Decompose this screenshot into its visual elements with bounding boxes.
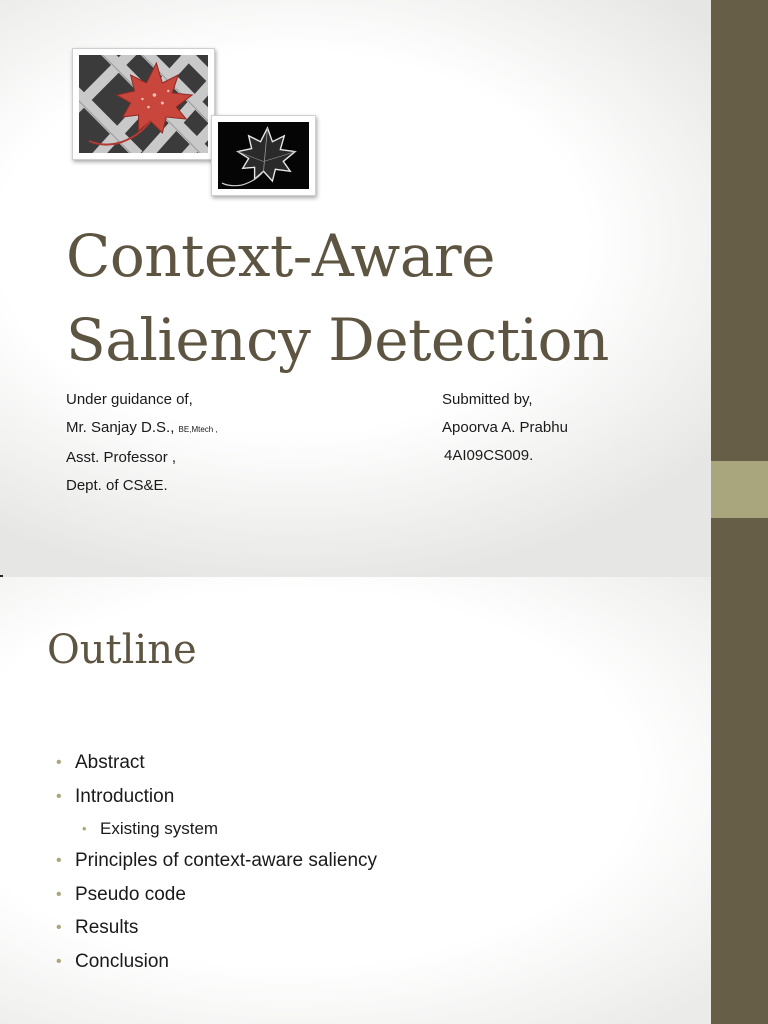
bullet-icon: • (56, 852, 62, 869)
list-item-text: Pseudo code (75, 883, 186, 905)
guide-qualification: BE,Mtech (178, 425, 214, 434)
guide-name: Mr. Sanjay D.S., (66, 419, 179, 436)
slide-side-bar-accent (711, 461, 768, 518)
maple-leaf-on-lattice-photo (72, 48, 215, 160)
slide-side-bar (711, 0, 768, 577)
guidance-heading: Under guidance of, (66, 391, 193, 408)
list-item-text: Principles of context-aware saliency (75, 850, 378, 871)
student-name: Apoorva A. Prabhu (442, 419, 568, 436)
bullet-icon: • (56, 919, 62, 936)
bullet-icon: • (56, 885, 62, 903)
student-usn: 4AI09CS009. (444, 447, 534, 464)
outline-bullet-list (52, 746, 377, 978)
submitted-heading: Submitted by, (442, 391, 533, 408)
saliency-map-image (218, 122, 309, 189)
list-item (52, 911, 377, 945)
list-item (52, 878, 377, 912)
list-item-text: Conclusion (75, 950, 169, 972)
list-item-text: Results (75, 917, 139, 938)
list-item-text: Abstract (75, 752, 145, 773)
list-item-text: Existing system (100, 819, 219, 838)
guide-department: Dept. of CS&E. (66, 477, 168, 494)
sub-list-item (52, 813, 377, 844)
list-item (52, 844, 377, 878)
submitted-block (442, 386, 568, 470)
guide-name-line (66, 414, 218, 444)
list-item (52, 780, 377, 814)
bullet-icon: • (82, 821, 87, 836)
list-item (52, 945, 377, 979)
leaf-saliency-map (211, 115, 316, 196)
list-item (52, 746, 377, 780)
guidance-block (66, 386, 218, 500)
maple-leaf-image (79, 55, 208, 153)
slide-title-line-2: Saliency Detection (66, 306, 609, 374)
bullet-icon: • (56, 754, 62, 771)
bullet-icon: • (56, 952, 62, 970)
slide-title (66, 214, 609, 382)
list-item-text: Introduction (75, 785, 175, 807)
guide-position: Asst. Professor , (66, 449, 177, 466)
slide-side-bar (711, 577, 768, 1024)
slide-title-line-1: Context-Aware (66, 222, 495, 290)
bullet-icon: • (56, 787, 62, 805)
outline-title: Outline (47, 627, 197, 673)
guide-name-suffix: , (213, 425, 218, 434)
